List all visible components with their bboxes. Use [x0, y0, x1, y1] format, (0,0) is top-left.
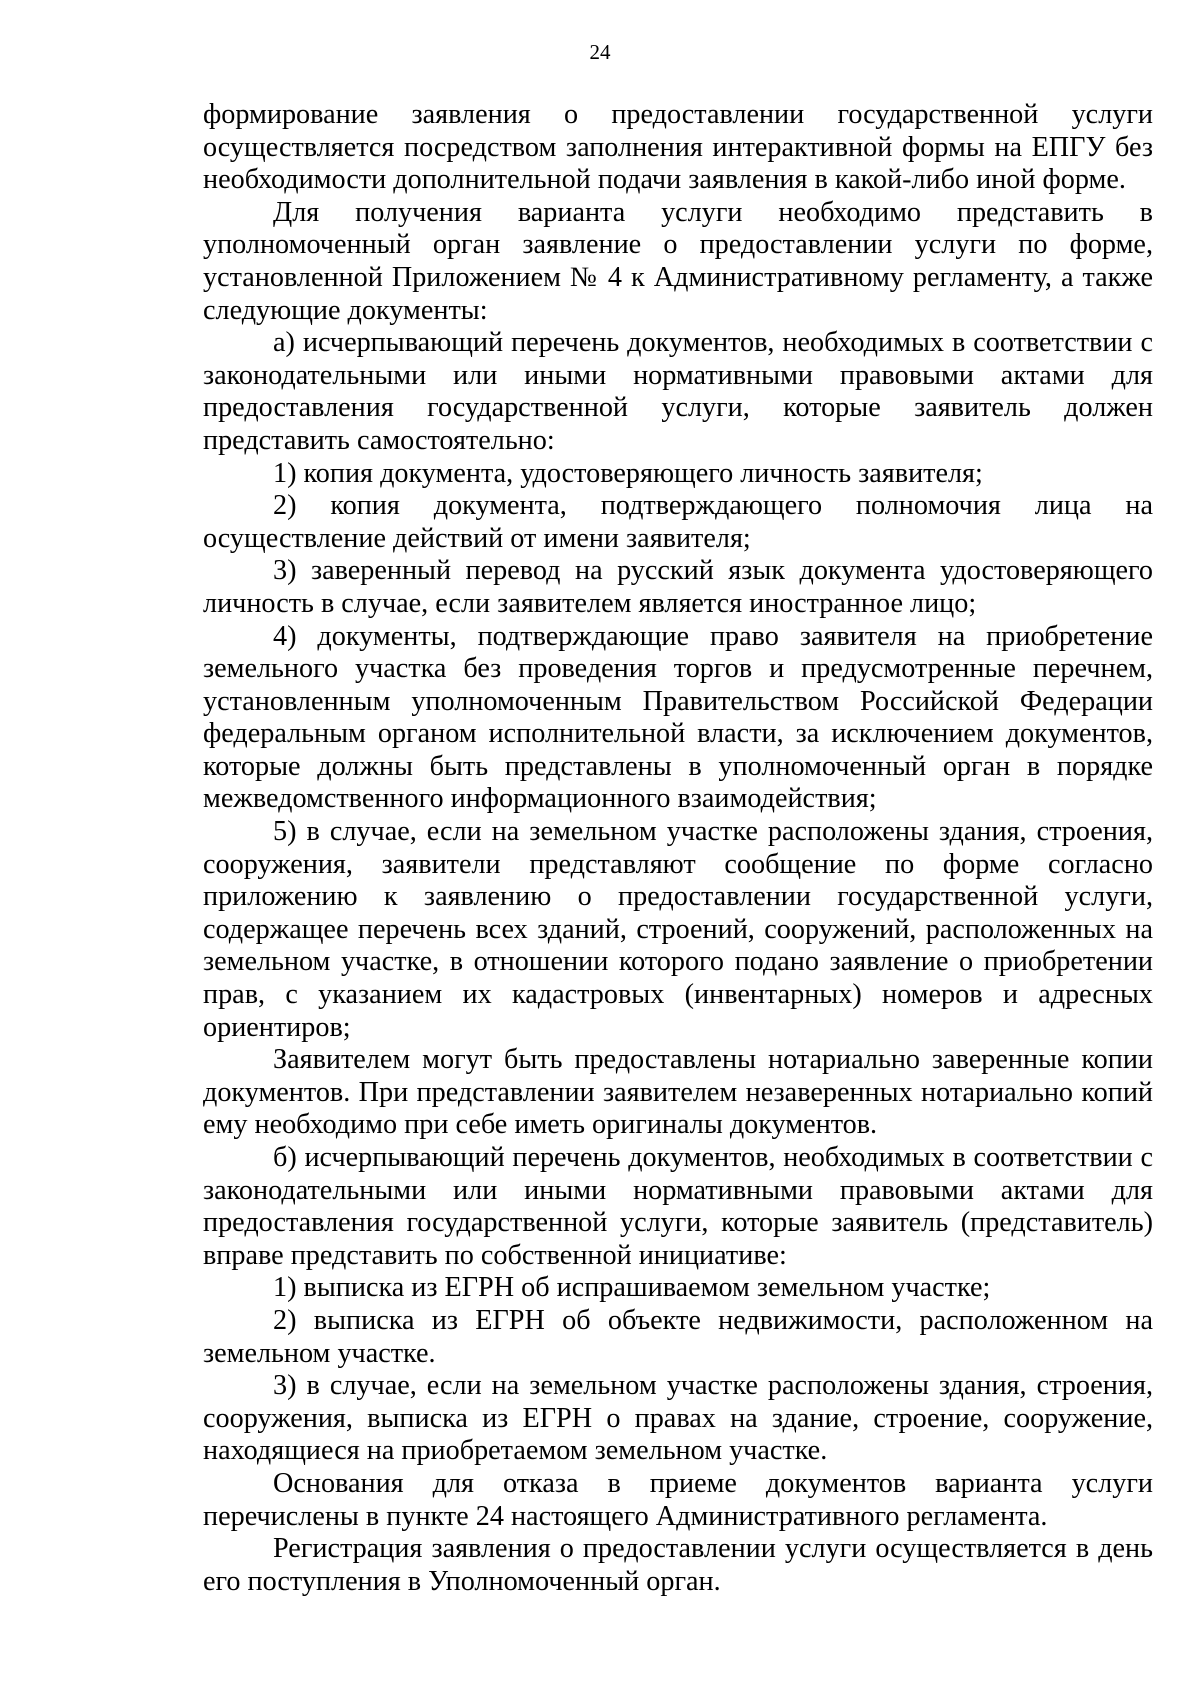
list-a-item-3: 3) заверенный перевод на русский язык документа удостоверяющего личность в случае, если заявителем является иностранное лицо;	[203, 555, 1153, 619]
list-a-item-1: 1) копия документа, удостоверяющего личность заявителя;	[273, 457, 983, 489]
list-b-item-3: 3) в случае, если на земельном участке расположены здания, строения, сооружения, выписка из ЕГРН о правах на здание, строение, сооружение, находящиеся на приобретаемом земельном участке.	[203, 1370, 1153, 1467]
list-a-item-2: 2) копия документа, подтверждающего полномочия лица на осуществление действий от имени заявителя;	[203, 490, 1153, 554]
paragraph-intro: формирование заявления о предоставлении государственной услуги осуществляется посредством заполнения интерактивной формы на ЕПГУ без необходимости дополнительной подачи заявления в какой-либо иной форме.	[203, 99, 1153, 196]
paragraph-registration: Регистрация заявления о предоставлении услуги осуществляется в день его поступления в Уполномоченный орган.	[203, 1533, 1153, 1597]
paragraph-list-a-heading: а) исчерпывающий перечень документов, необходимых в соответствии с законодательными или иными нормативными правовыми актами для предоставления государственной услуги, которые заявитель должен представить самостоятельно:	[203, 327, 1153, 456]
list-b-item-2: 2) выписка из ЕГРН об объекте недвижимости, расположенном на земельном участке.	[203, 1304, 1153, 1369]
paragraph-refusal-grounds: Основания для отказа в приеме документов варианта услуги перечислены в пункте 24 настоящего Административного регламента.	[203, 1467, 1153, 1532]
paragraph-variant-requirements: Для получения варианта услуги необходимо представить в уполномоченный орган заявление о предоставлении услуги по форме, установленной Приложением № 4 к Административному регламенту, а также следующие документы:	[203, 196, 1153, 326]
document-body	[203, 99, 1153, 1598]
page-number: 24	[589, 40, 611, 64]
list-a-item-4: 4) документы, подтверждающие право заявителя на приобретение земельного участка без проведения торгов и предусмотренные перечнем, установленным уполномоченным Правительством Российской Федерации федеральным органом исполнительной власти, за исключением документов, которые должны быть представлены в уполномоченный орган в порядке межведомственного информационного взаимодействия;	[203, 620, 1153, 815]
paragraph-list-b-heading: б) исчерпывающий перечень документов, необходимых в соответствии с законодательными или иными нормативными правовыми актами для предоставления государственной услуги, которые заявитель (представитель) вправе представить по собственной инициативе:	[203, 1142, 1153, 1271]
list-a-item-5: 5) в случае, если на земельном участке расположены здания, строения, сооружения, заявители представляют сообщение по форме согласно приложению к заявлению о предоставлении государственной услуги, содержащее перечень всех зданий, строений, сооружений, расположенных на земельном участке, в отношении которого подано заявление о приобретении прав, с указанием их кадастровых (инвентарных) номеров и адресных ориентиров;	[203, 816, 1153, 1043]
list-b-item-1: 1) выписка из ЕГРН об испрашиваемом земельном участке;	[273, 1272, 991, 1304]
paragraph-notarized-copies: Заявителем могут быть предоставлены нотариально заверенные копии документов. При представлении заявителем незаверенных нотариально копий ему необходимо при себе иметь оригиналы документов.	[203, 1044, 1153, 1141]
